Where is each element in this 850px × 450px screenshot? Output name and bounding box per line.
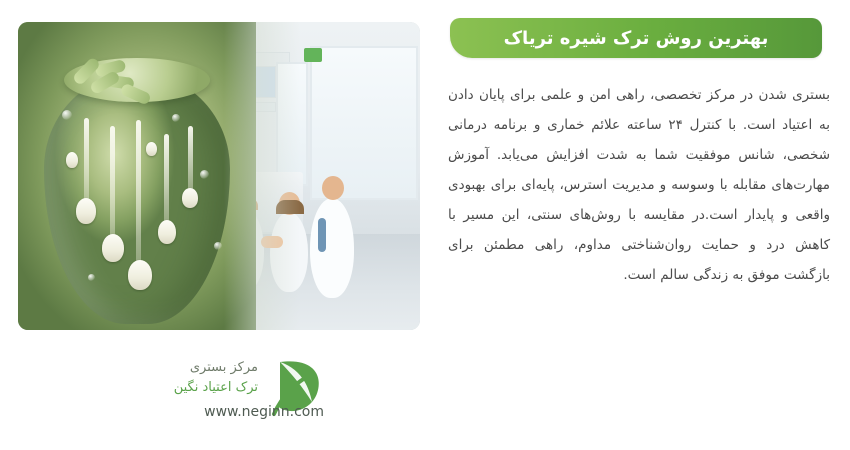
media-column: [18, 22, 420, 432]
brand-website[interactable]: www.neginn.com: [204, 404, 324, 420]
content-column: [440, 18, 830, 290]
article-body: بستری شدن در مرکز تخصصی، راهی امن و علمی برای پایان دادن به اعتیاد است. با کنترل ۲۴ ساعته علائم خماری و برنامه درمانی شخصی، شانس موفقیت شما به شدت افزایش می‌یابد. آموزش مهارت‌های مقابله با وسوسه و مدیریت استرس، پایه‌ای برای بهبودی واقعی و پایدار است.در مقایسه با روش‌های سنتی، این مسیر با کاهش درد و حمایت روان‌شناختی مداوم، راهی مطمئن برای بازگشت موفق به زندگی سالم است.: [448, 87, 830, 283]
brand-block: [24, 352, 324, 430]
article-title-bar: [450, 18, 822, 58]
brand-line-2: ترک اعتیاد نگین: [173, 380, 258, 395]
poppy-pod-photo: [18, 22, 256, 330]
page-title: بهترین روش ترک شیره تریاک: [503, 27, 769, 49]
brand-line-1: مرکز بستری: [189, 360, 258, 375]
photo-blend-gradient: [224, 22, 300, 330]
article-photo: [18, 22, 420, 330]
brand-name: [174, 358, 258, 398]
